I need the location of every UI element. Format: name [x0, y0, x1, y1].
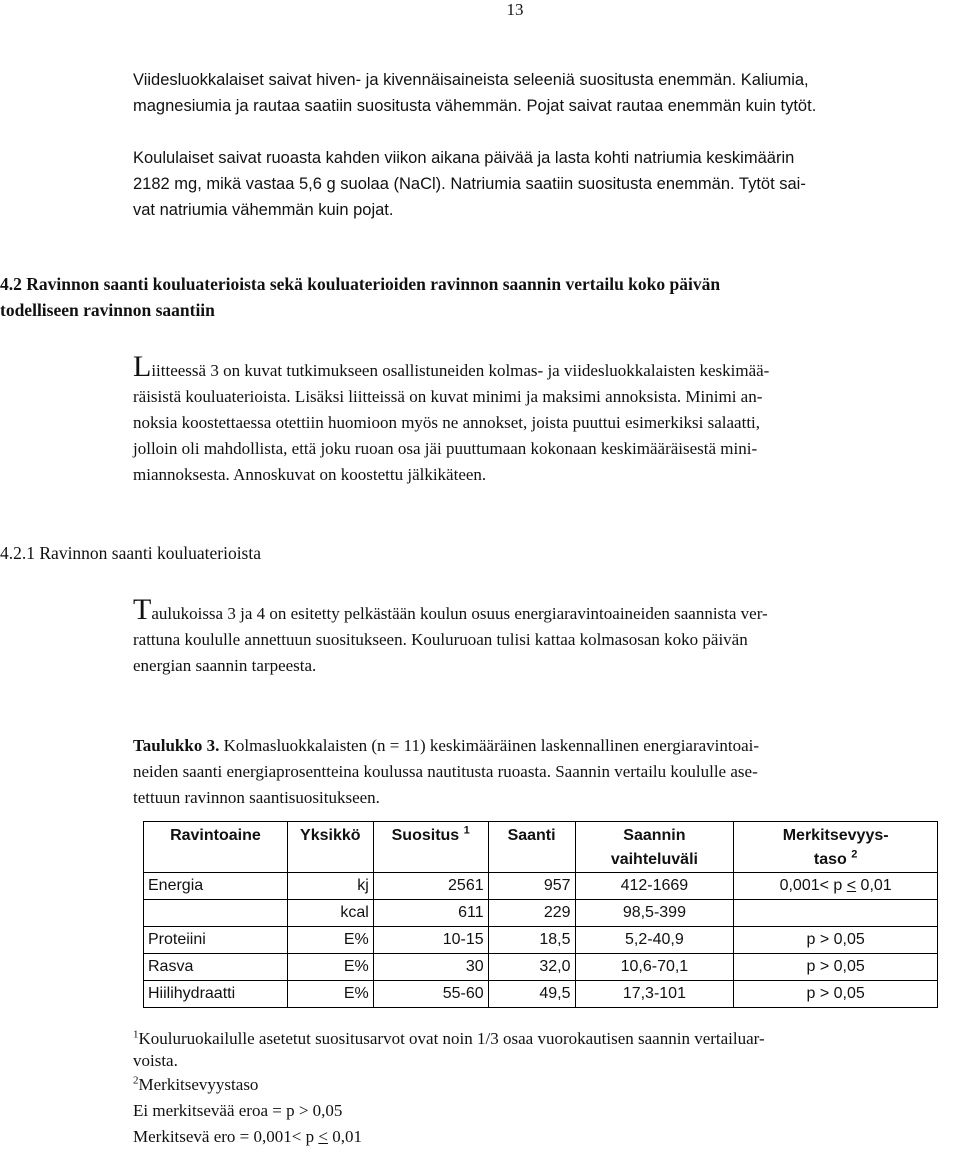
footnote-marker: 1: [463, 824, 470, 837]
table-row: [144, 873, 938, 900]
text-line: räisistä kouluaterioista. Lisäksi liitteissä on kuvat minimi ja maksimi annoksista. Minimi an-: [133, 387, 763, 406]
text-line: tettuun ravinnon saantisuositukseen.: [133, 788, 380, 807]
text-span: aulukoissa 3 ja 4 on esitetty pelkästään koulun osuus energiaravintoaineiden saannista ver-: [151, 604, 768, 623]
footnote-marker: 2: [133, 1074, 139, 1087]
section-heading-4-2: [0, 271, 955, 323]
text-line: voista.: [133, 1051, 178, 1070]
cell-range: 98,5-399: [575, 900, 734, 927]
caption-label: Taulukko 3.: [133, 736, 220, 755]
heading-line: todelliseen ravinnon saantiin: [0, 300, 215, 320]
paragraph-sodium: [133, 145, 943, 223]
cell-nutrient: Proteiini: [144, 927, 288, 954]
cell-significance: p > 0,05: [734, 981, 938, 1008]
cell-range: 10,6-70,1: [575, 954, 734, 981]
table-row: [144, 954, 938, 981]
cell-recommendation: 55-60: [373, 981, 488, 1008]
section-heading-4-2-1: 4.2.1 Ravinnon saanti kouluaterioista: [0, 543, 261, 563]
cell-intake: 229: [488, 900, 575, 927]
footnote-marker: 2: [851, 848, 858, 861]
footnote-line: Merkitsevä ero = 0,001< p < 0,01: [133, 1127, 362, 1146]
cell-significance: 0,001< p < 0,01: [734, 873, 938, 900]
footnote-line: Ei merkitsevää eroa = p > 0,05: [133, 1101, 343, 1120]
footnote-marker: 1: [133, 1028, 139, 1041]
page-number: 13: [506, 0, 524, 19]
header-yksikko: Yksikkö: [287, 822, 373, 873]
cell-unit: kcal: [287, 900, 373, 927]
cell-recommendation: 30: [373, 954, 488, 981]
table-row: [144, 927, 938, 954]
cell-unit: E%: [287, 981, 373, 1008]
nutrient-table: [143, 821, 938, 1008]
cell-unit: E%: [287, 927, 373, 954]
header-vaihteluvali: [575, 822, 734, 873]
table-row: [144, 981, 938, 1008]
text-line: Viidesluokkalaiset saivat hiven- ja kivennäisaineista seleeniä suositusta enemmän. Kaliumia,: [133, 71, 809, 89]
header-ravintoaine: Ravintoaine: [144, 822, 288, 873]
text-span: Kolmasluokkalaisten (n = 11) keskimääräinen laskennallinen energiaravintoai-: [219, 736, 760, 755]
header-text: Saannin: [623, 827, 686, 844]
cell-nutrient: Hiilihydraatti: [144, 981, 288, 1008]
cell-range: 5,2-40,9: [575, 927, 734, 954]
paragraph-tables: [133, 593, 948, 679]
cell-significance: [734, 900, 938, 927]
text-line: [133, 593, 948, 627]
text-line: [133, 350, 948, 384]
cell-intake: 49,5: [488, 981, 575, 1008]
paragraph-minerals: [133, 67, 943, 119]
header-text: Suositus: [391, 827, 460, 844]
cell-recommendation: 611: [373, 900, 488, 927]
drop-cap: L: [133, 350, 152, 383]
cell-intake: 18,5: [488, 927, 575, 954]
header-text: Merkitsevyys-: [782, 827, 889, 844]
header-merkitsevyys: [734, 822, 938, 873]
heading-line: 4.2 Ravinnon saanti kouluaterioista sekä kouluaterioiden ravinnon saannin vertailu koko päivän: [0, 274, 721, 294]
header-suositus: [373, 822, 488, 873]
text-line: neiden saanti energiaprosentteina koulussa nautitusta ruoasta. Saannin vertailu koululle ase-: [133, 762, 758, 781]
cell-intake: 32,0: [488, 954, 575, 981]
text-line: energian saannin tarpeesta.: [133, 656, 317, 675]
text-span: iitteessä 3 on kuvat tutkimukseen osallistuneiden kolmas- ja viidesluokkalaisten keskimää-: [151, 361, 770, 380]
footnotes: [133, 1026, 948, 1150]
cell-range: 412-1669: [575, 873, 734, 900]
cell-recommendation: 10-15: [373, 927, 488, 954]
text-line: magnesiumia ja rautaa saatiin suositusta vähemmän. Pojat saivat rautaa enemmän kuin tytöt.: [133, 97, 817, 115]
cell-nutrient: Energia: [144, 873, 288, 900]
text-line: Koululaiset saivat ruoasta kahden viikon aikana päivää ja lasta kohti natriumia keskimäärin: [133, 149, 795, 167]
drop-cap: T: [133, 593, 152, 626]
paragraph-appendix: [133, 350, 948, 488]
text-line: [133, 733, 948, 759]
footnote-2: [133, 1072, 948, 1098]
text-line: jolloin oli mahdollista, että joku ruoan osa jäi puuttumaan kokonaan keskimääräisestä mini-: [133, 439, 758, 458]
header-text: vaihteluväli: [610, 851, 698, 868]
table-caption: [133, 733, 948, 811]
text-line: vat natriumia vähemmän kuin pojat.: [133, 201, 394, 219]
table-header-row: [144, 822, 938, 873]
cell-significance: p > 0,05: [734, 927, 938, 954]
text-line: 2182 mg, mikä vastaa 5,6 g suolaa (NaCl). Natriumia saatiin suositusta enemmän. Tytöt sai-: [133, 175, 806, 193]
text-line: noksia koostettaessa otettiin huomioon myös ne annokset, joista puuttui esimerkiksi salaatti,: [133, 413, 761, 432]
text-span: Merkitsevyystaso: [138, 1075, 259, 1094]
header-saanti: Saanti: [488, 822, 575, 873]
table-row: [144, 900, 938, 927]
header-text: taso: [813, 851, 847, 868]
text-line: miannoksesta. Annoskuvat on koostettu jälkikäteen.: [133, 465, 487, 484]
cell-unit: kj: [287, 873, 373, 900]
cell-unit: E%: [287, 954, 373, 981]
cell-significance: p > 0,05: [734, 954, 938, 981]
text-line: rattuna koululle annettuun suositukseen. Kouluruoan tulisi kattaa kolmasosan koko päivän: [133, 630, 748, 649]
cell-nutrient: Rasva: [144, 954, 288, 981]
cell-recommendation: 2561: [373, 873, 488, 900]
cell-nutrient: [144, 900, 288, 927]
cell-intake: 957: [488, 873, 575, 900]
text-span: Kouluruokailulle asetetut suositusarvot ovat noin 1/3 osaa vuorokautisen saannin vertailuar-: [138, 1029, 765, 1048]
cell-range: 17,3-101: [575, 981, 734, 1008]
